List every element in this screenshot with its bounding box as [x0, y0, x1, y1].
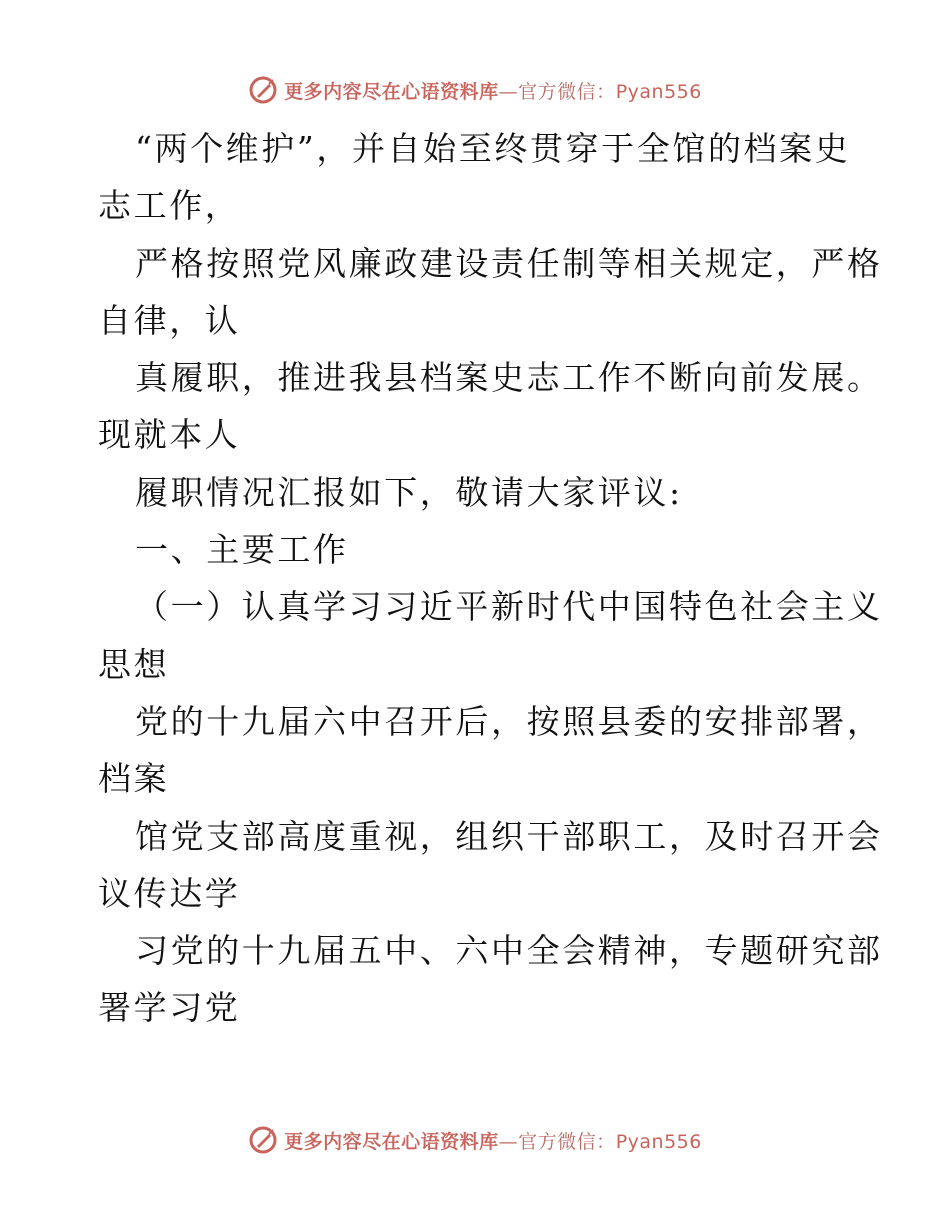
text-line: 署学习党	[98, 988, 241, 1028]
watermark-wechat-id: Pyan556	[615, 80, 702, 103]
watermark-dash: —	[498, 1130, 519, 1153]
text-line: “两个维护”，并自始至终贯穿于全馆的档案史	[135, 129, 851, 168]
watermark-text	[284, 1127, 702, 1154]
watermark-wechat-label: 官方微信：	[518, 80, 616, 103]
watermark-wechat-id: Pyan556	[615, 1130, 702, 1153]
text-line: 志工作，	[98, 186, 241, 226]
footer-watermark	[0, 1120, 950, 1160]
watermark-group	[248, 75, 702, 105]
text-line: 自律，认	[98, 300, 241, 340]
text-line: 档案	[98, 759, 170, 799]
watermark-dash: —	[498, 80, 519, 103]
text-line: 议传达学	[98, 873, 241, 913]
watermark-text	[284, 77, 702, 104]
text-line: 习党的十九届五中、六中全会精神，专题研究部	[135, 931, 883, 971]
watermark-site: 更多内容尽在心语资料库	[284, 1130, 499, 1153]
text-line: 现就本人	[98, 415, 241, 455]
watermark-group	[248, 1125, 702, 1155]
document-body	[98, 120, 883, 1037]
watermark-wechat-label: 官方微信：	[518, 1130, 616, 1153]
text-line: 思想	[98, 644, 170, 684]
text-line: 一、主要工作	[135, 530, 349, 570]
text-line: 真履职，推进我县档案史志工作不断向前发展。	[135, 358, 883, 398]
text-line: 严格按照党风廉政建设责任制等相关规定，严格	[135, 243, 883, 283]
header-watermark	[0, 70, 950, 110]
watermark-site: 更多内容尽在心语资料库	[284, 80, 499, 103]
text-line: 馆党支部高度重视，组织干部职工，及时召开会	[135, 816, 883, 856]
quill-pen-logo-icon	[248, 75, 278, 105]
text-line: 履职情况汇报如下，敬请大家评议:	[135, 472, 683, 512]
quill-pen-logo-icon	[248, 1125, 278, 1155]
text-line: （一）认真学习习近平新时代中国特色社会主义	[135, 587, 883, 627]
text-line: 党的十九届六中召开后，按照县委的安排部署，	[135, 701, 883, 741]
